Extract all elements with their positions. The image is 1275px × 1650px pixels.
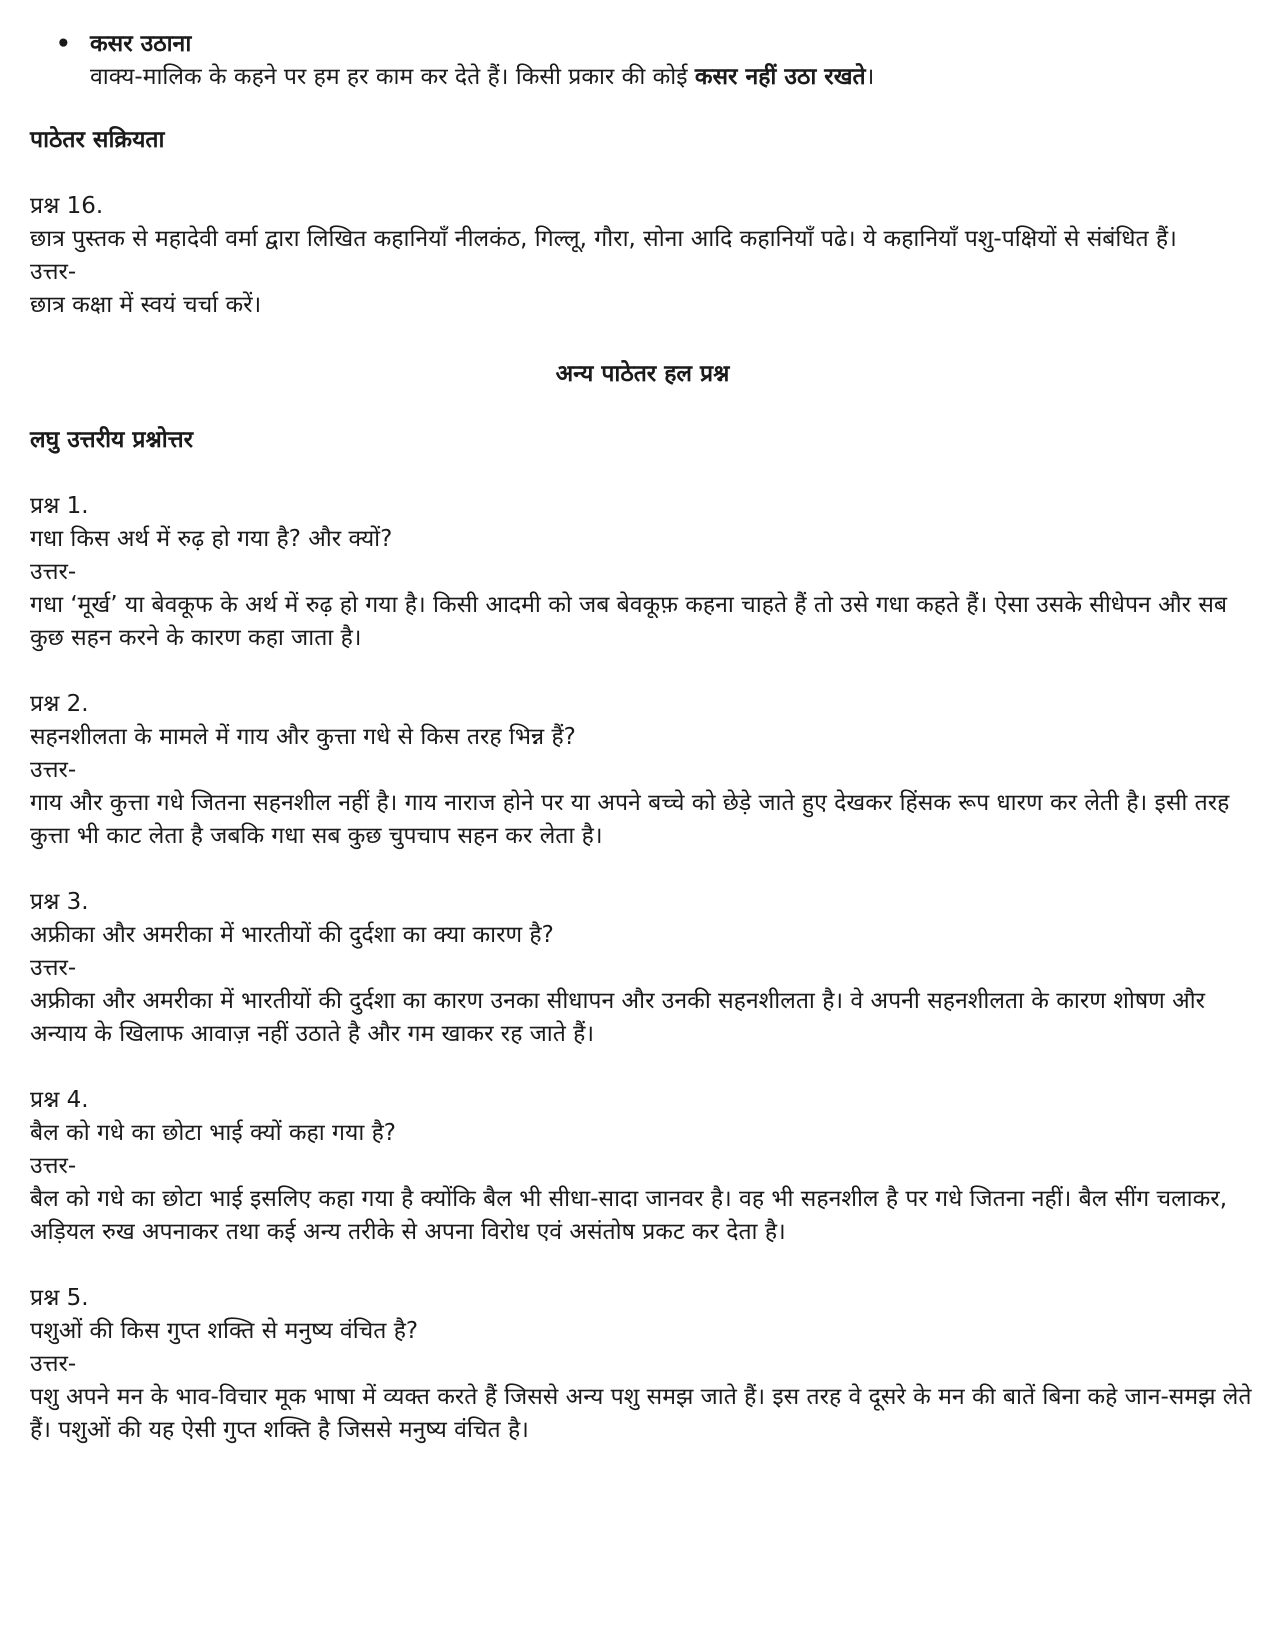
answer-label: उत्तर-	[30, 559, 77, 585]
question-text: सहनशीलता के मामले में गाय और कुत्ता गधे से किस तरह भिन्न हैं?	[30, 724, 576, 750]
question-number: प्रश्न 16.	[30, 193, 104, 219]
activity-heading: पाठेतर सक्रियता	[30, 127, 165, 153]
question-16	[30, 190, 1255, 322]
question-2	[30, 688, 1255, 853]
question-text: गधा किस अर्थ में रुढ़ हो गया है? और क्यों?	[30, 526, 393, 552]
answer-text: छात्र कक्षा में स्वयं चर्चा करें।	[30, 292, 262, 318]
question-number: प्रश्न 2.	[30, 691, 89, 717]
answer-text: अफ्रीका और अमरीका में भारतीयों की दुर्दशा का कारण उनका सीधापन और उनकी सहनशीलता है। वे अपनी सहनशीलता के कारण शोषण और अन्याय के खिलाफ आवाज़ नहीं उठाते है और गम खाकर रह जाते हैं।	[30, 988, 1206, 1047]
question-1	[30, 490, 1255, 655]
question-text: पशुओं की किस गुप्त शक्ति से मनुष्य वंचित है?	[30, 1318, 419, 1344]
answer-label: उत्तर-	[30, 757, 77, 783]
idiom-sentence-bold: कसर नहीं उठा रखते	[694, 64, 866, 90]
short-answer-heading: लघु उत्तरीय प्रश्नोत्तर	[30, 427, 194, 453]
other-section-title: अन्य पाठेतर हल प्रश्न	[555, 361, 730, 387]
question-number: प्रश्न 3.	[30, 889, 89, 915]
question-number: प्रश्न 5.	[30, 1285, 89, 1311]
idiom-sentence-start: वाक्य-मालिक के कहने पर हम हर काम कर देते हैं। किसी प्रकार की कोई	[90, 64, 695, 90]
answer-text: पशु अपने मन के भाव-विचार मूक भाषा में व्यक्त करते हैं जिससे अन्य पशु समझ जाते हैं। इस तरह वे दूसरे के मन की बातें बिना कहे जान-समझ लेते हैं। पशुओं की यह ऐसी गुप्त शक्ति है जिससे मनुष्य वंचित है।	[30, 1384, 1252, 1443]
document-page	[30, 28, 1255, 1447]
question-number: प्रश्न 4.	[30, 1087, 89, 1113]
question-number: प्रश्न 1.	[30, 493, 89, 519]
idiom-sentence	[90, 61, 1255, 94]
question-5	[30, 1282, 1255, 1447]
question-text: छात्र पुस्तक से महादेवी वर्मा द्वारा लिखित कहानियाँ नीलकंठ, गिल्लू, गौरा, सोना आदि कहानियाँ पढे। ये कहानियाँ पशु-पक्षियों से संबंधित हैं।	[30, 226, 1177, 252]
answer-label: उत्तर-	[30, 955, 77, 981]
answer-label: उत्तर-	[30, 1153, 77, 1179]
answer-text: गधा ‘मूर्ख’ या बेवकूफ के अर्थ में रुढ़ हो गया है। किसी आदमी को जब बेवकूफ़ कहना चाहते हैं तो उसे गधा कहते हैं। ऐसा उसके सीधेपन और सब कुछ सहन करने के कारण कहा जाता है।	[30, 592, 1228, 651]
idiom-sentence-end: ।	[865, 64, 875, 90]
bullet-icon: •	[56, 31, 71, 57]
answer-text: गाय और कुत्ता गधे जितना सहनशील नहीं है। गाय नाराज होने पर या अपने बच्चे को छेड़े जाते हुए देखकर हिंसक रूप धारण कर लेती है। इसी तरह कुत्ता भी काट लेता है जबकि गधा सब कुछ चुपचाप सहन कर लेता है।	[30, 790, 1230, 849]
answer-label: उत्तर-	[30, 259, 77, 285]
idiom-bullet	[30, 28, 1255, 94]
answer-label: उत्तर-	[30, 1351, 77, 1377]
question-text: अफ्रीका और अमरीका में भारतीयों की दुर्दशा का क्या कारण है?	[30, 922, 554, 948]
question-text: बैल को गधे का छोटा भाई क्यों कहा गया है?	[30, 1120, 397, 1146]
question-4	[30, 1084, 1255, 1249]
idiom-term: कसर उठाना	[90, 31, 192, 57]
question-3	[30, 886, 1255, 1051]
answer-text: बैल को गधे का छोटा भाई इसलिए कहा गया है क्योंकि बैल भी सीधा-सादा जानवर है। वह भी सहनशील है पर गधे जितना नहीं। बैल सींग चलाकर, अड़ियल रुख अपनाकर तथा कई अन्य तरीके से अपना विरोध एवं असंतोष प्रकट कर देता है।	[30, 1186, 1228, 1245]
